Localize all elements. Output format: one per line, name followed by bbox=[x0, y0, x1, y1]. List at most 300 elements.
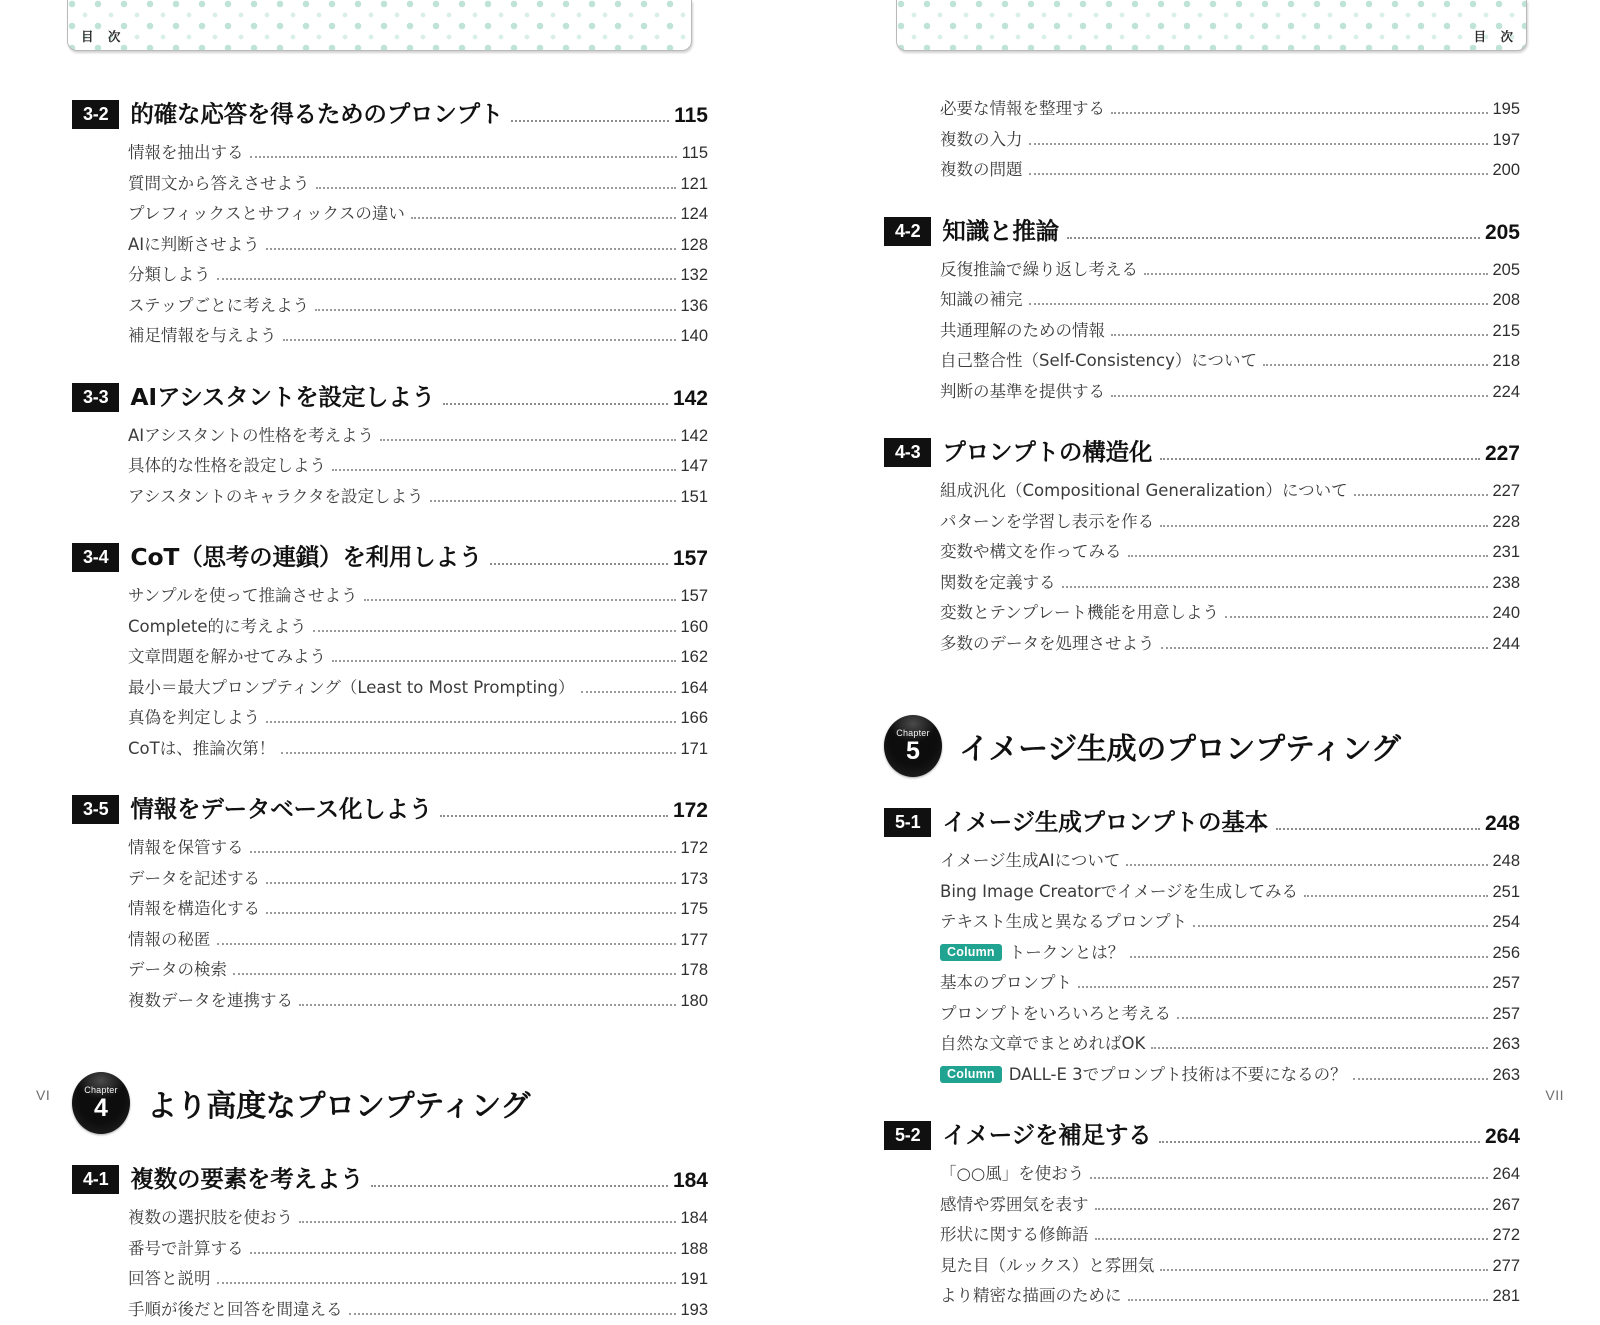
leader-dots bbox=[490, 562, 668, 565]
toc-entry-label: 感情や雰囲気を表す bbox=[940, 1195, 1089, 1214]
section-title: 知識と推論 bbox=[942, 212, 1059, 246]
toc-entry[interactable] bbox=[940, 1252, 1520, 1282]
leader-dots bbox=[313, 629, 677, 632]
toc-entry[interactable] bbox=[940, 347, 1520, 377]
toc-entry[interactable] bbox=[940, 538, 1520, 568]
leader-dots bbox=[1353, 1077, 1489, 1080]
toc-entry-title bbox=[128, 895, 260, 919]
leader-dots bbox=[1111, 333, 1488, 336]
toc-entry[interactable] bbox=[940, 569, 1520, 599]
toc-entry-label: テキスト生成と異なるプロンプト bbox=[940, 912, 1187, 931]
toc-entry-page-number: 178 bbox=[680, 961, 708, 980]
leader-dots bbox=[380, 438, 676, 441]
toc-entry-page-number: 240 bbox=[1492, 604, 1520, 623]
toc-entry[interactable] bbox=[128, 483, 708, 513]
section-page-number: 115 bbox=[674, 104, 708, 128]
section-page-number: 142 bbox=[673, 387, 708, 411]
toc-entry[interactable] bbox=[940, 286, 1520, 316]
leader-dots bbox=[1029, 302, 1489, 305]
toc-entry-page-number: 136 bbox=[680, 297, 708, 316]
toc-entry-label: 情報を構造化する bbox=[128, 899, 260, 918]
toc-entry-label: サンプルを使って推論させよう bbox=[128, 586, 358, 605]
toc-entry-title bbox=[940, 847, 1120, 871]
toc-entry-label: パターンを学習し表示を作る bbox=[940, 512, 1154, 531]
toc-entry[interactable] bbox=[940, 477, 1520, 507]
toc-entry-page-number: 157 bbox=[680, 587, 708, 606]
toc-entry-label: 複数の問題 bbox=[940, 160, 1023, 179]
toc-entry[interactable] bbox=[128, 895, 708, 925]
toc-entry-title bbox=[128, 704, 260, 728]
toc-entry-title bbox=[940, 630, 1155, 654]
toc-entry-page-number: 140 bbox=[680, 327, 708, 346]
toc-entry-label: 複数の選択肢を使おう bbox=[128, 1208, 293, 1227]
toc-entry-label: 文章問題を解かせてみよう bbox=[128, 647, 326, 666]
running-head-label: 目 次 bbox=[81, 27, 125, 45]
leader-dots bbox=[1304, 894, 1488, 897]
toc-entry-label: 見た目（ルックス）と雰囲気 bbox=[940, 1256, 1154, 1275]
leader-dots bbox=[332, 659, 676, 662]
toc-entry-title bbox=[940, 126, 1023, 150]
toc-entry-title bbox=[128, 865, 260, 889]
leader-dots bbox=[266, 247, 677, 250]
section-heading[interactable] bbox=[72, 790, 708, 826]
leader-dots bbox=[250, 155, 678, 158]
toc-entry-title bbox=[940, 378, 1105, 402]
leader-dots bbox=[299, 1220, 676, 1223]
toc-entry-page-number: 272 bbox=[1492, 1226, 1520, 1245]
chapter-number: 5 bbox=[906, 739, 920, 764]
toc-entry[interactable] bbox=[128, 139, 708, 169]
toc-entry-title bbox=[128, 582, 358, 606]
chapter-heading[interactable] bbox=[72, 1072, 708, 1134]
toc-entry-page-number: 264 bbox=[1492, 1165, 1520, 1184]
toc-entry-label: 基本のプロンプト bbox=[940, 973, 1072, 992]
toc-entry-title bbox=[940, 477, 1348, 501]
toc-entry-label: 真偽を判定しよう bbox=[128, 708, 260, 727]
toc-entry-title bbox=[940, 286, 1023, 310]
leader-dots bbox=[250, 1251, 677, 1254]
toc-entry-page-number: 263 bbox=[1492, 1066, 1520, 1085]
leader-dots bbox=[1160, 524, 1488, 527]
toc-entry[interactable] bbox=[940, 969, 1520, 999]
toc-entry-title bbox=[128, 261, 211, 285]
toc-entry-page-number: 256 bbox=[1492, 944, 1520, 963]
toc-entry[interactable] bbox=[940, 599, 1520, 629]
leader-dots bbox=[1263, 363, 1488, 366]
toc-entry[interactable] bbox=[128, 292, 708, 322]
toc-entry[interactable] bbox=[128, 452, 708, 482]
toc-entry[interactable] bbox=[940, 908, 1520, 938]
section-number-badge: 3-3 bbox=[72, 383, 119, 412]
toc-entry-label: Complete的に考えよう bbox=[128, 617, 307, 636]
section-number-badge: 5-1 bbox=[884, 808, 931, 837]
toc-entry[interactable] bbox=[940, 378, 1520, 408]
toc-entry-page-number: 251 bbox=[1492, 883, 1520, 902]
leader-dots bbox=[1067, 236, 1480, 239]
leader-dots bbox=[250, 850, 677, 853]
section-number-badge: 5-2 bbox=[884, 1121, 931, 1150]
toc-entry-title bbox=[128, 170, 310, 194]
toc-entry[interactable] bbox=[128, 643, 708, 673]
section-page-number: 227 bbox=[1485, 442, 1520, 466]
folio-left: VI bbox=[36, 1087, 50, 1103]
toc-entry-label: 反復推論で繰り返し考える bbox=[940, 260, 1138, 279]
toc-entry[interactable] bbox=[128, 834, 708, 864]
toc-entry[interactable] bbox=[128, 1235, 708, 1265]
toc-entry-title bbox=[128, 926, 211, 950]
toc-entry-label: データを記述する bbox=[128, 869, 260, 888]
toc-entry[interactable] bbox=[940, 847, 1520, 877]
toc-entry-label: より精密な描画のために bbox=[940, 1286, 1122, 1305]
toc-entry-label: 番号で計算する bbox=[128, 1239, 244, 1258]
toc-entry-label: 分類しよう bbox=[128, 265, 211, 284]
section-number-badge: 4-2 bbox=[884, 217, 931, 246]
leader-dots bbox=[511, 119, 669, 122]
toc-entry[interactable] bbox=[128, 613, 708, 643]
section-title: 的確な応答を得るためのプロンプト bbox=[130, 95, 503, 129]
toc-entry-page-number: 184 bbox=[680, 1209, 708, 1228]
leader-dots bbox=[1062, 585, 1489, 588]
section-heading[interactable] bbox=[884, 803, 1520, 839]
page-right bbox=[800, 0, 1600, 1135]
toc-entry-page-number: 147 bbox=[680, 457, 708, 476]
toc-entry-title bbox=[128, 1265, 211, 1289]
toc-entry-page-number: 175 bbox=[680, 900, 708, 919]
toc-entry-page-number: 191 bbox=[680, 1270, 708, 1289]
section-title: 複数の要素を考えよう bbox=[130, 1160, 363, 1194]
toc-entry-page-number: 115 bbox=[681, 144, 708, 163]
leader-dots bbox=[1029, 142, 1489, 145]
leader-dots bbox=[1128, 554, 1489, 557]
chapter-heading[interactable] bbox=[884, 715, 1520, 777]
toc-entry-label: 自然な文章でまとめればOK bbox=[940, 1034, 1145, 1053]
leader-dots bbox=[266, 911, 676, 914]
toc-entry[interactable] bbox=[940, 1061, 1520, 1091]
toc-entry-label: 知識の補完 bbox=[940, 290, 1023, 309]
section-page-number: 157 bbox=[673, 547, 708, 571]
toc-entry-title bbox=[128, 292, 309, 316]
toc-entry[interactable] bbox=[940, 508, 1520, 538]
toc-entry-title bbox=[940, 256, 1138, 280]
section-page-number: 172 bbox=[673, 799, 708, 823]
toc-entry[interactable] bbox=[128, 1296, 708, 1325]
leader-dots bbox=[1126, 863, 1488, 866]
toc-list-right bbox=[884, 95, 1520, 1312]
toc-entry-page-number: 231 bbox=[1492, 543, 1520, 562]
toc-entry-title bbox=[128, 1296, 343, 1320]
toc-entry-label: 最小＝最大プロンプティング（Least to Most Prompting） bbox=[128, 678, 575, 697]
chapter-title: より高度なプロンプティング bbox=[147, 1081, 530, 1125]
leader-dots bbox=[1029, 172, 1489, 175]
toc-entry-title bbox=[940, 1252, 1154, 1276]
toc-entry[interactable] bbox=[128, 582, 708, 612]
toc-entry[interactable] bbox=[940, 630, 1520, 660]
toc-entry-label: トークンとは？ bbox=[1009, 943, 1125, 962]
section-heading[interactable] bbox=[884, 212, 1520, 248]
section-heading[interactable] bbox=[72, 538, 708, 574]
toc-entry-page-number: 228 bbox=[1492, 513, 1520, 532]
toc-entry-page-number: 121 bbox=[680, 175, 708, 194]
leader-dots bbox=[1111, 111, 1488, 114]
toc-entry-page-number: 124 bbox=[680, 205, 708, 224]
page-left bbox=[0, 0, 800, 1135]
section-page-number: 184 bbox=[673, 1169, 708, 1193]
toc-entry-title bbox=[128, 483, 424, 507]
toc-entry[interactable] bbox=[940, 1191, 1520, 1221]
leader-dots bbox=[217, 277, 677, 280]
toc-entry-page-number: 257 bbox=[1492, 974, 1520, 993]
leader-dots bbox=[581, 690, 677, 693]
toc-entry[interactable] bbox=[940, 1000, 1520, 1030]
leader-dots bbox=[217, 942, 677, 945]
leader-dots bbox=[1144, 272, 1488, 275]
toc-entry-label: ステップごとに考えよう bbox=[128, 296, 309, 315]
leader-dots bbox=[266, 881, 676, 884]
section-title: イメージを補足する bbox=[942, 1116, 1151, 1150]
toc-entry-page-number: 238 bbox=[1492, 574, 1520, 593]
toc-entry-title bbox=[128, 613, 307, 637]
toc-entry[interactable] bbox=[940, 126, 1520, 156]
toc-entry-label: データの検索 bbox=[128, 960, 227, 979]
leader-dots bbox=[1276, 827, 1480, 830]
leader-dots bbox=[315, 308, 676, 311]
toc-entry-title bbox=[940, 347, 1257, 371]
toc-entry-title bbox=[128, 834, 244, 858]
toc-entry-page-number: 263 bbox=[1492, 1035, 1520, 1054]
chapter-word-label: Chapter bbox=[84, 1086, 117, 1095]
toc-entry-page-number: 277 bbox=[1492, 1257, 1520, 1276]
toc-entry[interactable] bbox=[128, 322, 708, 352]
section-heading[interactable] bbox=[72, 1160, 708, 1196]
toc-entry[interactable] bbox=[940, 156, 1520, 186]
toc-entry[interactable] bbox=[940, 1282, 1520, 1312]
toc-entry-label: CoTは、推論次第！ bbox=[128, 739, 275, 758]
toc-entry-title bbox=[940, 1160, 1084, 1184]
leader-dots bbox=[266, 720, 676, 723]
toc-entry-title bbox=[128, 1204, 293, 1228]
leader-dots bbox=[349, 1312, 677, 1315]
toc-entry-label: プレフィックスとサフィックスの違い bbox=[128, 204, 405, 223]
toc-entry-page-number: 142 bbox=[680, 427, 708, 446]
toc-entry[interactable] bbox=[128, 956, 708, 986]
toc-entry[interactable] bbox=[128, 200, 708, 230]
toc-entry-page-number: 254 bbox=[1492, 913, 1520, 932]
running-head-label: 目 次 bbox=[1474, 27, 1518, 45]
leader-dots bbox=[233, 972, 676, 975]
toc-entry-page-number: 195 bbox=[1492, 100, 1520, 119]
toc-entry-label: 多数のデータを処理させよう bbox=[940, 634, 1155, 653]
toc-entry-title bbox=[940, 878, 1298, 902]
toc-entry-page-number: 208 bbox=[1492, 291, 1520, 310]
leader-dots bbox=[1090, 1176, 1488, 1179]
leader-dots bbox=[1159, 1140, 1480, 1143]
leader-dots bbox=[1354, 493, 1489, 496]
toc-entry[interactable] bbox=[940, 256, 1520, 286]
toc-entry-title bbox=[940, 1030, 1145, 1054]
toc-entry-label: AIに判断させよう bbox=[128, 235, 260, 254]
toc-entry-title bbox=[128, 200, 405, 224]
section-heading[interactable] bbox=[884, 433, 1520, 469]
toc-entry-page-number: 257 bbox=[1492, 1005, 1520, 1024]
toc-entry[interactable] bbox=[128, 926, 708, 956]
toc-entry-label: プロンプトをいろいろと考える bbox=[940, 1004, 1171, 1023]
toc-entry-label: DALL-E 3でプロンプト技術は不要になるの？ bbox=[1009, 1065, 1347, 1084]
toc-entry-page-number: 248 bbox=[1492, 852, 1520, 871]
toc-entry[interactable] bbox=[128, 704, 708, 734]
leader-dots bbox=[430, 499, 677, 502]
toc-entry-page-number: 188 bbox=[680, 1240, 708, 1259]
toc-entry-page-number: 205 bbox=[1492, 261, 1520, 280]
toc-entry-label: 情報の秘匿 bbox=[128, 930, 211, 949]
toc-entry[interactable] bbox=[940, 1160, 1520, 1190]
section-heading[interactable] bbox=[72, 95, 708, 131]
section-page-number: 205 bbox=[1485, 221, 1520, 245]
leader-dots bbox=[1160, 1268, 1488, 1271]
toc-entry-page-number: 164 bbox=[680, 679, 708, 698]
toc-entry-label: 補足情報を与えよう bbox=[128, 326, 277, 345]
running-head-right bbox=[896, 0, 1527, 51]
toc-entry-title bbox=[128, 139, 244, 163]
leader-dots bbox=[371, 1184, 668, 1187]
toc-entry-page-number: 172 bbox=[680, 839, 708, 858]
toc-entry-page-number: 197 bbox=[1492, 131, 1520, 150]
toc-entry-page-number: 177 bbox=[680, 931, 708, 950]
section-heading[interactable] bbox=[72, 378, 708, 414]
leader-dots bbox=[316, 186, 677, 189]
toc-entry[interactable] bbox=[128, 231, 708, 261]
toc-entry[interactable] bbox=[940, 1221, 1520, 1251]
folio-right: VII bbox=[1545, 1087, 1564, 1103]
leader-dots bbox=[1177, 1016, 1488, 1019]
toc-entry-title bbox=[940, 599, 1219, 623]
toc-entry-page-number: 215 bbox=[1492, 322, 1520, 341]
toc-entry-title bbox=[940, 1282, 1122, 1306]
toc-entry-title bbox=[940, 939, 1124, 964]
toc-entry[interactable] bbox=[940, 317, 1520, 347]
toc-entry[interactable] bbox=[128, 735, 708, 765]
leader-dots bbox=[281, 751, 676, 754]
section-number-badge: 4-3 bbox=[884, 438, 931, 467]
section-title: CoT（思考の連鎖）を利用しよう bbox=[130, 538, 482, 572]
toc-entry-label: 変数とテンプレート機能を用意しよう bbox=[940, 603, 1219, 622]
toc-entry-title bbox=[940, 538, 1122, 562]
toc-entry-label: 自己整合性（Self-Consistency）について bbox=[940, 351, 1257, 370]
toc-entry-label: 変数や構文を作ってみる bbox=[940, 542, 1122, 561]
toc-entry-label: Bing Image Creatorでイメージを生成してみる bbox=[940, 882, 1298, 901]
toc-entry-title bbox=[128, 422, 374, 446]
toc-entry-page-number: 281 bbox=[1492, 1287, 1520, 1306]
toc-entry-label: 共通理解のための情報 bbox=[940, 321, 1105, 340]
toc-entry-page-number: 160 bbox=[680, 618, 708, 637]
toc-entry[interactable] bbox=[128, 865, 708, 895]
section-title: イメージ生成プロンプトの基本 bbox=[942, 803, 1268, 837]
toc-entry-label: 回答と説明 bbox=[128, 1269, 211, 1288]
toc-entry-page-number: 200 bbox=[1492, 161, 1520, 180]
toc-entry-label: 具体的な性格を設定しよう bbox=[128, 456, 326, 475]
column-badge: Column bbox=[940, 1066, 1002, 1084]
leader-dots bbox=[443, 402, 668, 405]
toc-entry[interactable] bbox=[128, 261, 708, 291]
toc-entry-label: 関数を定義する bbox=[940, 573, 1056, 592]
toc-entry-label: 判断の基準を提供する bbox=[940, 382, 1105, 401]
toc-entry[interactable] bbox=[940, 939, 1520, 969]
running-head-left bbox=[67, 0, 692, 51]
chapter-number: 4 bbox=[94, 1096, 108, 1121]
leader-dots bbox=[1078, 985, 1488, 988]
leader-dots bbox=[217, 1281, 677, 1284]
toc-entry-page-number: 162 bbox=[680, 648, 708, 667]
toc-entry[interactable] bbox=[940, 878, 1520, 908]
toc-entry-page-number: 173 bbox=[680, 870, 708, 889]
toc-entry-label: 「○○風」を使おう bbox=[940, 1164, 1084, 1183]
toc-entry-title bbox=[128, 1235, 244, 1259]
leader-dots bbox=[1095, 1207, 1489, 1210]
section-number-badge: 3-2 bbox=[72, 100, 119, 129]
leader-dots bbox=[364, 598, 677, 601]
toc-entry-label: 情報を保管する bbox=[128, 838, 244, 857]
section-heading[interactable] bbox=[884, 1116, 1520, 1152]
leader-dots bbox=[1151, 1046, 1488, 1049]
toc-entry-page-number: 224 bbox=[1492, 383, 1520, 402]
leader-dots bbox=[1160, 457, 1480, 460]
toc-entry-label: 情報を抽出する bbox=[128, 143, 244, 162]
toc-entry[interactable] bbox=[128, 674, 708, 704]
chapter-number-badge bbox=[884, 715, 942, 777]
toc-entry[interactable] bbox=[940, 95, 1520, 125]
toc-entry-label: AIアシスタントの性格を考えよう bbox=[128, 426, 374, 445]
toc-entry-title bbox=[128, 956, 227, 980]
toc-entry-label: 複数の入力 bbox=[940, 130, 1023, 149]
toc-entry[interactable] bbox=[128, 1265, 708, 1295]
section-title: プロンプトの構造化 bbox=[942, 433, 1152, 467]
toc-entry-page-number: 128 bbox=[680, 236, 708, 255]
leader-dots bbox=[411, 216, 677, 219]
toc-entry[interactable] bbox=[128, 1204, 708, 1234]
toc-entry[interactable] bbox=[128, 170, 708, 200]
toc-entry-label: 形状に関する修飾語 bbox=[940, 1225, 1089, 1244]
leader-dots bbox=[283, 338, 677, 341]
toc-entry-label: 複数データを連携する bbox=[128, 991, 293, 1010]
toc-entry-title bbox=[940, 156, 1023, 180]
toc-entry-title bbox=[940, 569, 1056, 593]
toc-entry-title bbox=[940, 95, 1105, 119]
toc-entry[interactable] bbox=[128, 987, 708, 1017]
toc-entry-title bbox=[128, 735, 275, 759]
section-number-badge: 4-1 bbox=[72, 1165, 119, 1194]
toc-entry-page-number: 267 bbox=[1492, 1196, 1520, 1215]
toc-entry-title bbox=[940, 969, 1072, 993]
toc-entry-title bbox=[940, 1191, 1089, 1215]
section-number-badge: 3-5 bbox=[72, 795, 119, 824]
toc-entry-page-number: 151 bbox=[680, 488, 708, 507]
toc-entry[interactable] bbox=[940, 1030, 1520, 1060]
leader-dots bbox=[1225, 615, 1488, 618]
toc-list-left bbox=[72, 95, 708, 1325]
toc-entry-label: アシスタントのキャラクタを設定しよう bbox=[128, 487, 424, 506]
section-page-number: 264 bbox=[1485, 1125, 1520, 1149]
leader-dots bbox=[332, 468, 676, 471]
toc-entry[interactable] bbox=[128, 422, 708, 452]
section-page-number: 248 bbox=[1485, 812, 1520, 836]
chapter-number-badge bbox=[72, 1072, 130, 1134]
toc-entry-page-number: 180 bbox=[680, 992, 708, 1011]
toc-entry-label: 手順が後だと回答を間違える bbox=[128, 1300, 343, 1319]
toc-entry-page-number: 132 bbox=[680, 266, 708, 285]
leader-dots bbox=[1161, 646, 1489, 649]
toc-entry-title bbox=[128, 231, 260, 255]
leader-dots bbox=[1095, 1237, 1489, 1240]
leader-dots bbox=[1111, 394, 1488, 397]
